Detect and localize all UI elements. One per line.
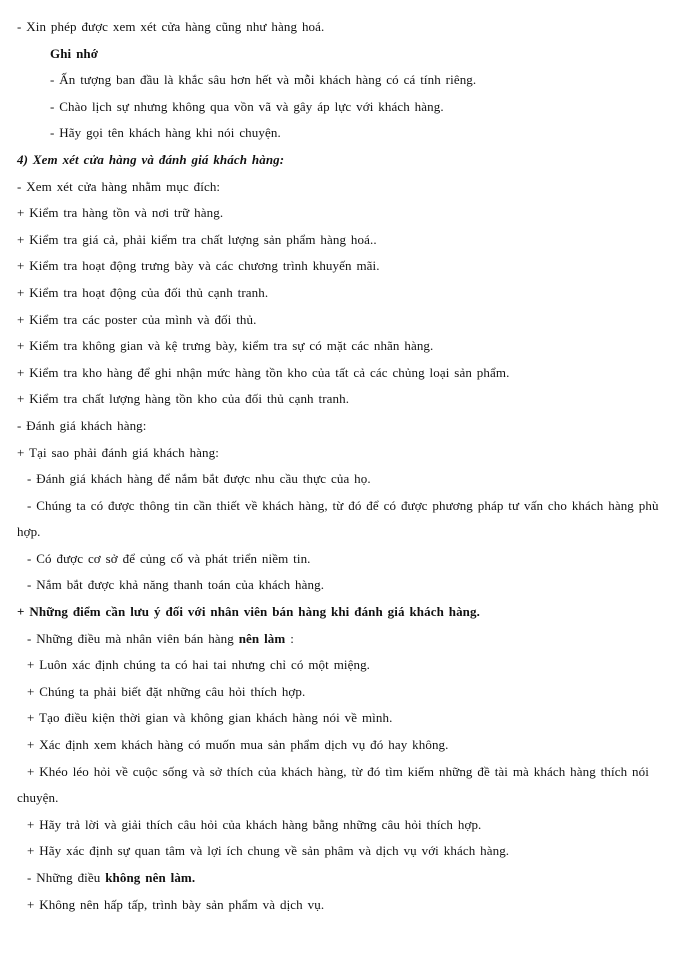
list-item: + Tạo điều kiện thời gian và không gian khách hàng nói về mình.	[27, 710, 393, 726]
list-item: + Hãy xác định sự quan tâm và lợi ích chung về sản phâm và dịch vụ với khách hàng.	[27, 843, 510, 859]
list-item: + Hãy trả lời và giải thích câu hỏi của khách hàng bằng những câu hỏi thích hợp.	[27, 816, 482, 832]
list-item-nen-lam	[0, 626, 700, 653]
list-item: + Không nên hấp tấp, trình bày sản phẩm và dịch vụ.	[27, 896, 325, 912]
list-item: - Đánh giá khách hàng để nắm bắt được nhu cầu thực của họ.	[27, 471, 371, 487]
list-item: + Kiểm tra hàng tồn và nơi trữ hàng.	[17, 205, 224, 221]
list-item: + Kiểm tra không gian và kệ trưng bày, kiểm tra sự có mặt các nhãn hàng.	[17, 338, 434, 354]
section-heading-4: 4) Xem xét cửa hàng và đánh giá khách hàng:	[17, 151, 285, 167]
list-item-khong-nen-lam	[0, 865, 700, 892]
list-item: + Tại sao phải đánh giá khách hàng:	[17, 444, 219, 460]
text-line-continuation: hợp.	[17, 524, 41, 540]
list-item: + Xác định xem khách hàng có muốn mua sản phẩm dịch vụ đó hay không.	[27, 737, 449, 753]
text-line: - Xem xét cửa hàng nhằm mục đích:	[17, 178, 221, 194]
text-segment: :	[285, 630, 294, 646]
text-line-continuation: chuyện.	[17, 790, 59, 806]
list-item: + Khéo léo hỏi về cuộc sống và sở thích của khách hàng, từ đó tìm kiếm những đề tài mà khách hàng thích nói	[27, 763, 649, 779]
list-item: - Hãy gọi tên khách hàng khi nói chuyện.	[50, 125, 281, 141]
list-item: + Kiểm tra kho hàng để ghi nhận mức hàng tồn kho của tất cả các chủng loại sản phẩm.	[17, 364, 510, 380]
list-item: - Ấn tượng ban đầu là khắc sâu hơn hết và mỗi khách hàng có cá tính riêng.	[50, 72, 477, 88]
list-item: - Chúng ta có được thông tin cần thiết về khách hàng, từ đó để có được phương pháp tư vấn cho khách hàng phù	[27, 497, 659, 513]
text-segment: - Những điều mà nhân viên bán hàng	[27, 630, 239, 646]
list-item: + Kiểm tra hoạt động của đối thủ cạnh tranh.	[17, 284, 269, 300]
document-page	[0, 14, 700, 918]
list-item: - Nắm bắt được khả năng thanh toán của khách hàng.	[27, 577, 325, 593]
text-line: - Đánh giá khách hàng:	[17, 417, 147, 433]
bold-text-segment: không nên làm.	[105, 870, 196, 885]
list-item: - Có được cơ sở để củng cố và phát triển niềm tin.	[27, 550, 311, 566]
text-segment: - Những điều	[27, 870, 106, 885]
bold-text-segment: nên làm	[238, 630, 286, 646]
list-item: + Luôn xác định chúng ta có hai tai nhưng chỉ có một miệng.	[27, 657, 371, 673]
section-heading-ghi-nho: Ghi nhớ	[50, 45, 99, 61]
list-item: + Kiểm tra hoạt động trưng bày và các chương trình khuyến mãi.	[17, 258, 380, 274]
list-item: + Kiểm tra giá cả, phải kiểm tra chất lượng sản phẩm hàng hoá..	[17, 231, 377, 247]
list-item: + Chúng ta phải biết đặt những câu hỏi thích hợp.	[27, 683, 306, 699]
text-line: - Xin phép được xem xét cửa hàng cũng như hàng hoá.	[17, 19, 325, 34]
list-item: - Chào lịch sự nhưng không qua vồn vã và gây áp lực với khách hàng.	[50, 98, 444, 114]
subheading-luu-y: + Những điểm cần lưu ý đối với nhân viên bán hàng khi đánh giá khách hàng.	[17, 604, 480, 620]
list-item: + Kiểm tra chất lượng hàng tồn kho của đối thủ cạnh tranh.	[17, 391, 350, 407]
list-item: + Kiểm tra các poster của mình và đối thủ.	[17, 311, 257, 327]
